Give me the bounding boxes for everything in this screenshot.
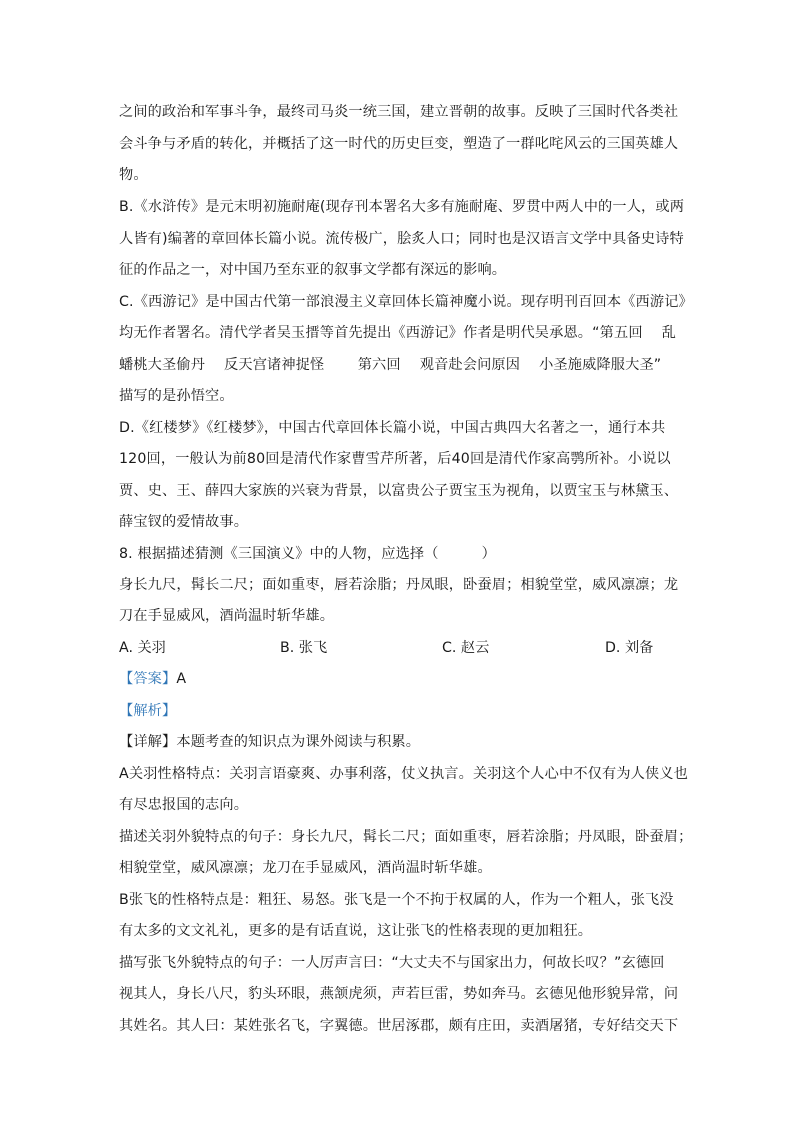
paragraph-line: 征的作品之一，对中国乃至东亚的叙事文学都有深远的影响。 xyxy=(119,262,507,278)
option-c: C. 赵云 xyxy=(442,640,490,656)
option-d: D. 刘备 xyxy=(605,640,654,656)
paragraph-line: B.《水浒传》是元末明初施耐庵(现存刊本署名大多有施耐庵、罗贯中两人中的一人，或两 xyxy=(119,199,685,215)
detail-text: 本题考查的知识点为课外阅读与积累。 xyxy=(176,734,421,750)
paragraph-line: 物。 xyxy=(119,167,148,183)
paragraph-line: 有尽忠报国的志向。 xyxy=(119,797,249,813)
paragraph-line: 有太多的文文礼礼，更多的是有话直说，这让张飞的性格表现的更加粗狂。 xyxy=(119,923,593,939)
paragraph-line: 人皆有)编著的章回体长篇小说。流传极广，脍炙人口；同时也是汉语言文学中具备史诗特 xyxy=(119,231,684,247)
paragraph-line: 120回，一般认为前80回是清代作家曹雪芹所著，后40回是清代作家高鹗所补。小说以 xyxy=(119,451,671,467)
paragraph-line: 薛宝钗的爱情故事。 xyxy=(119,514,249,530)
paragraph-line: D.《红楼梦》《红楼梦》，中国古代章回体长篇小说，中国古典四大名著之一，通行本共 xyxy=(119,420,666,436)
option-a: A. 关羽 xyxy=(119,640,166,656)
paragraph-line: 视其人，身长八尺，豹头环眼，燕颔虎须，声若巨雷，势如奔马。玄德见他形貌异常，问 xyxy=(119,986,679,1002)
paragraph-line: 描写张飞外貌特点的句子：一人厉声言曰：“大丈夫不与国家出力，何故长叹？”玄德回 xyxy=(119,955,665,971)
analysis-line xyxy=(119,701,679,721)
question-description: 刀在手显威风，酒尚温时斩华雄。 xyxy=(119,608,335,624)
option-b: B. 张飞 xyxy=(280,640,328,656)
paragraph-line: 其姓名。其人曰：某姓张名飞，字翼德。世居涿郡，颇有庄田，卖酒屠猪，专好结交天下 xyxy=(119,1018,679,1034)
paragraph-line: B张飞的性格特点是：粗狂、易怒。张飞是一个不拘于权属的人，作为一个粗人，张飞没 xyxy=(119,892,674,908)
question-title: 8. 根据描述猜测《三国演义》中的人物，应选择（ ） xyxy=(119,546,496,562)
paragraph-line: 蟠桃大圣偷丹 反天宫诸神捉怪 第六回 观音赴会问原因 小圣施威降服大圣” xyxy=(119,357,662,373)
paragraph-line: 均无作者署名。清代学者吴玉搢等首先提出《西游记》作者是明代吴承恩。“第五回 乱 xyxy=(119,325,676,341)
paragraph-line: 贾、史、王、薛四大家族的兴衰为背景，以富贵公子贾宝玉为视角，以贾宝玉与林黛玉、 xyxy=(119,483,679,499)
answer-value: A xyxy=(176,671,187,687)
question-description: 身长九尺，髯长二尺；面如重枣，唇若涂脂；丹凤眼，卧蚕眉；相貌堂堂，威风凛凛；龙 xyxy=(119,577,679,593)
paragraph-line: 相貌堂堂，威风凛凛；龙刀在手显威风，酒尚温时斩华雄。 xyxy=(119,860,492,876)
analysis-tag: 【解析】 xyxy=(119,703,177,719)
paragraph-line: A关羽性格特点：关羽言语豪爽、办事利落，仗义执言。关羽这个人心中不仅有为人侠义也 xyxy=(119,766,689,782)
paragraph-line: 之间的政治和军事斗争，最终司马炎一统三国，建立晋朝的故事。反映了三国时代各类社 xyxy=(119,104,679,120)
paragraph-line: C.《西游记》是中国古代第一部浪漫主义章回体长篇神魔小说。现存明刊百回本《西游记》 xyxy=(119,294,693,310)
paragraph-line: 会斗争与矛盾的转化，并概括了这一时代的历史巨变，塑造了一群叱咤风云的三国英雄人 xyxy=(119,136,679,152)
paragraph-line: 描写的是孙悟空。 xyxy=(119,388,234,404)
detail-line xyxy=(119,732,679,752)
paragraph-line: 描述关羽外貌特点的句子：身长九尺，髯长二尺；面如重枣，唇若涂脂；丹凤眼，卧蚕眉； xyxy=(119,829,693,845)
detail-tag: 【详解】 xyxy=(119,734,177,750)
answer-tag: 【答案】 xyxy=(119,671,177,687)
answer-line xyxy=(119,669,679,689)
